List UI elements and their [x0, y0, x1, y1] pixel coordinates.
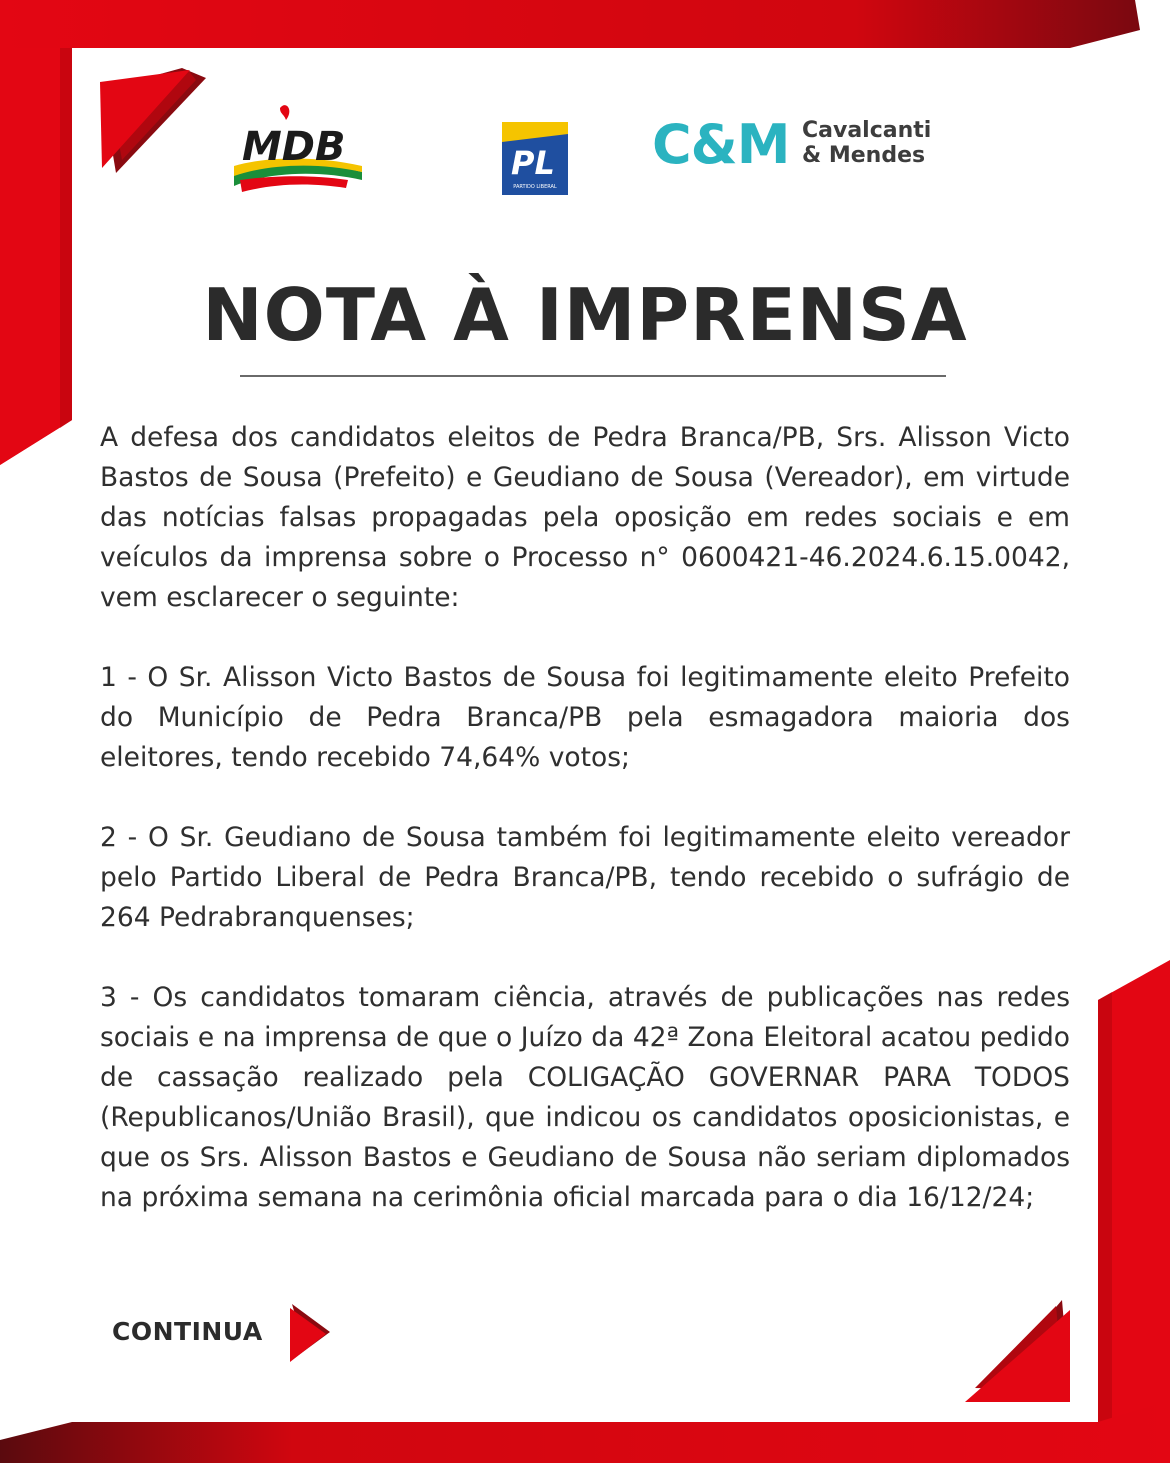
svg-text:PL: PL — [511, 144, 555, 182]
pl-logo — [502, 122, 568, 195]
mdb-logo — [228, 100, 368, 200]
cm-logo-name — [802, 118, 952, 168]
item-paragraph-3: 3 - Os candidatos tomaram ciência, através de publicações nas redes sociais e na imprensa de que o Juízo da 42ª Zona Eleitoral acatou pedido de cassação realizado pela COLIGAÇÃO GOVERNAR PARA TODOS (Republicanos/União Brasil), que indicou os candidatos oposicionistas, e que os Srs. Alisson Bastos e Geudiano de Sousa não seriam diplomados na próxima semana na cerimônia oficial marcada para o dia 16/12/24; — [100, 982, 1070, 1213]
item-paragraph-1: 1 - O Sr. Alisson Victo Bastos de Sousa foi legitimamente eleito Prefeito do Município de Pedra Branca/PB pela esmagadora maioria dos eleitores, tendo recebido 74,64% votos; — [100, 662, 1070, 773]
svg-text:PARTIDO LIBERAL: PARTIDO LIBERAL — [513, 184, 557, 190]
press-note-body — [100, 418, 1070, 1258]
cm-logo-name-line1: Cavalcanti — [802, 118, 932, 143]
continue-label: CONTINUA — [112, 1317, 263, 1346]
cm-logo-mark: C&M — [652, 113, 790, 176]
arrow-right-icon — [288, 1300, 334, 1364]
intro-paragraph: A defesa dos candidatos eleitos de Pedra Branca/PB, Srs. Alisson Victo Bastos de Sousa (Prefeito) e Geudiano de Sousa (Vereador), em virtude das notícias falsas propagadas pela oposição em redes sociais e em veículos da imprensa sobre o Processo n° 0600421-46.2024.6.15.0042, vem esclarecer o seguinte: — [100, 422, 1070, 613]
corner-arrow-icon — [100, 68, 206, 173]
cm-logo — [652, 112, 942, 182]
title-divider — [240, 375, 946, 377]
cm-logo-name-line2: & Mendes — [802, 143, 926, 168]
item-paragraph-2: 2 - O Sr. Geudiano de Sousa também foi legitimamente eleito vereador pelo Partido Liberal de Pedra Branca/PB, tendo recebido o sufrágio de 264 Pedrabranquenses; — [100, 822, 1070, 933]
corner-arrow-icon — [965, 1300, 1070, 1402]
page-title: NOTA À IMPRENSA — [202, 273, 968, 357]
mdb-logo-text: MDB — [242, 124, 346, 170]
